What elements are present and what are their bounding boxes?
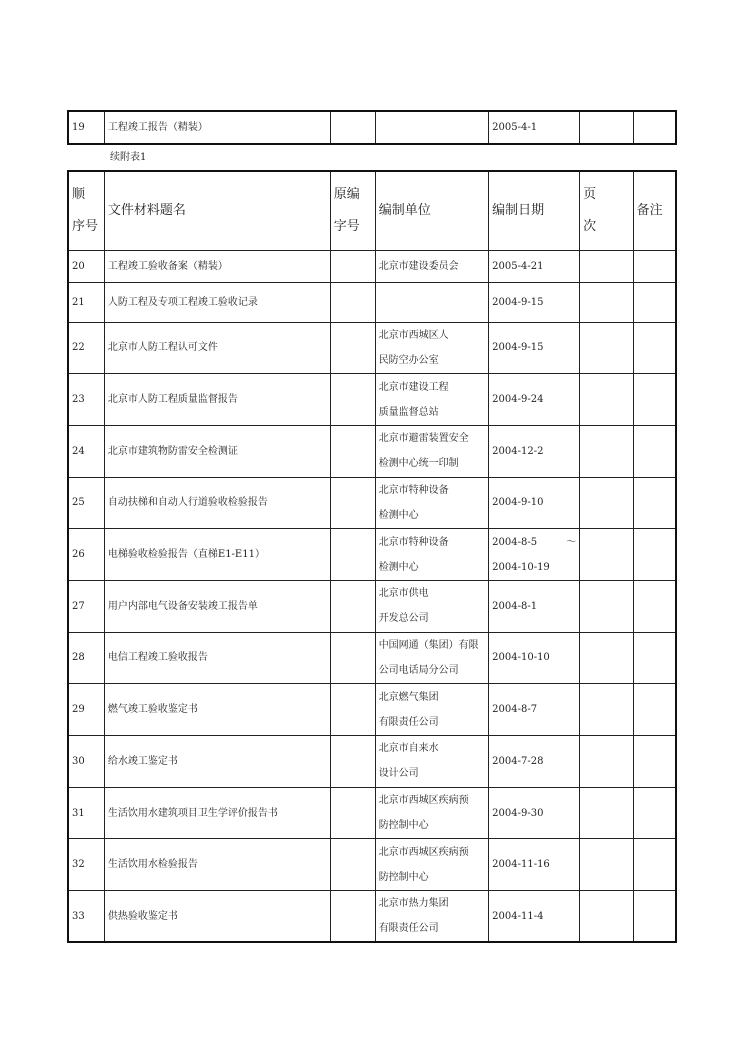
unit-line: 开发总公司 <box>378 613 429 625</box>
unit-line: 北京市西城区疾病预 <box>378 846 469 858</box>
unit-line: 北京市特种设备 <box>378 536 449 548</box>
row-title: 电信工程竣工验收报告 <box>104 632 330 684</box>
row-pages <box>580 477 634 529</box>
unit-line: 检测中心统一印制 <box>378 458 459 470</box>
unit-line: 有限责任公司 <box>378 716 439 728</box>
row-number: 32 <box>68 839 104 891</box>
row-pages <box>580 111 634 144</box>
row-unit <box>375 684 488 736</box>
row-pages <box>580 580 634 632</box>
row-unit <box>375 632 488 684</box>
table-row <box>68 322 676 374</box>
row-pages <box>580 684 634 736</box>
header-orig-line2: 字号 <box>333 218 360 234</box>
table-row <box>68 250 676 282</box>
row-unit <box>375 736 488 788</box>
date-line: 2004-9-10 <box>492 497 544 509</box>
row-unit <box>375 374 488 426</box>
row-title: 用户内部电气设备安装竣工报告单 <box>104 580 330 632</box>
row-number: 30 <box>68 736 104 788</box>
row-pages <box>580 374 634 426</box>
row-note <box>633 736 676 788</box>
row-date <box>489 891 580 943</box>
row-orig-no <box>330 282 375 322</box>
header-note: 备注 <box>633 171 676 250</box>
row-orig-no <box>330 632 375 684</box>
row-orig-no <box>330 787 375 839</box>
row-number: 23 <box>68 374 104 426</box>
row-note <box>633 787 676 839</box>
row-date <box>489 684 580 736</box>
table-row <box>68 425 676 477</box>
row-pages <box>580 787 634 839</box>
unit-line: 中国网通（集团）有限 <box>378 639 479 651</box>
row-number: 26 <box>68 529 104 581</box>
table-row <box>68 282 676 322</box>
header-date: 编制日期 <box>489 171 580 250</box>
row-title: 供热验收鉴定书 <box>104 891 330 943</box>
row-unit <box>375 477 488 529</box>
row-date <box>489 529 580 581</box>
unit-line: 有限责任公司 <box>378 923 439 935</box>
table-row <box>68 580 676 632</box>
header-no-line2: 序号 <box>72 218 99 234</box>
header-title: 文件材料题名 <box>104 171 330 250</box>
row-note <box>633 580 676 632</box>
date-line: 2004-11-4 <box>492 910 544 922</box>
date-line: 2004-10-19 <box>492 561 550 573</box>
row-number: 29 <box>68 684 104 736</box>
row-date <box>489 425 580 477</box>
row-orig-no <box>330 111 375 144</box>
header-no-line1: 顺 <box>72 186 86 202</box>
row-note <box>633 684 676 736</box>
row-pages <box>580 632 634 684</box>
row-pages <box>580 250 634 282</box>
date-line: 2004-11-16 <box>492 859 550 871</box>
unit-line: 北京燃气集团 <box>378 691 439 703</box>
unit-line: 北京市西城区疾病预 <box>378 795 469 807</box>
row-orig-no <box>330 374 375 426</box>
row-pages <box>580 282 634 322</box>
row-orig-no <box>330 580 375 632</box>
row-date <box>489 282 580 322</box>
row-pages <box>580 891 634 943</box>
row-orig-no <box>330 684 375 736</box>
date-line: 2004-9-24 <box>492 394 544 406</box>
header-row <box>68 171 676 250</box>
date-range-separator: ～ <box>566 536 577 548</box>
row-unit <box>375 787 488 839</box>
table-row <box>68 891 676 943</box>
unit-line: 北京市热力集团 <box>378 898 449 910</box>
date-line: 2004-9-15 <box>492 296 544 308</box>
row-title: 工程竣工报告（精装） <box>104 111 330 144</box>
row-orig-no <box>330 477 375 529</box>
row-number: 28 <box>68 632 104 684</box>
file-list-table <box>67 170 677 943</box>
unit-line: 检测中心 <box>378 561 419 573</box>
row-date <box>489 374 580 426</box>
row-number: 19 <box>68 111 104 144</box>
row-note <box>633 477 676 529</box>
unit-line: 公司电话局分公司 <box>378 664 459 676</box>
header-pages <box>580 171 634 250</box>
date-line: 2004-12-2 <box>492 445 544 457</box>
row-date <box>489 477 580 529</box>
row-date <box>489 736 580 788</box>
row-note <box>633 891 676 943</box>
row-title: 人防工程及专项工程竣工验收记录 <box>104 282 330 322</box>
unit-line: 北京市自来水 <box>378 743 439 755</box>
row-pages <box>580 529 634 581</box>
header-pages-line1: 页 <box>583 186 597 202</box>
row-date <box>489 632 580 684</box>
row-date <box>489 580 580 632</box>
row-unit <box>375 425 488 477</box>
row-number: 20 <box>68 250 104 282</box>
row-unit <box>375 282 488 322</box>
row-note <box>633 282 676 322</box>
table-row <box>68 374 676 426</box>
row-number: 33 <box>68 891 104 943</box>
row-unit <box>375 529 488 581</box>
row-orig-no <box>330 839 375 891</box>
unit-line: 防控制中心 <box>378 820 429 832</box>
date-line: 2004-9-15 <box>492 342 544 354</box>
table-row <box>68 839 676 891</box>
header-no <box>68 171 104 250</box>
unit-line: 检测中心 <box>378 509 419 521</box>
row-title: 自动扶梯和自动人行道验收检验报告 <box>104 477 330 529</box>
row-orig-no <box>330 736 375 788</box>
table-row <box>68 632 676 684</box>
unit-line: 北京市避雷装置安全 <box>378 433 469 445</box>
row-title: 北京市建筑物防雷安全检测证 <box>104 425 330 477</box>
row-date <box>489 250 580 282</box>
table-row <box>68 787 676 839</box>
row-unit <box>375 322 488 374</box>
row-orig-no <box>330 425 375 477</box>
header-orig-no <box>330 171 375 250</box>
row-title: 电梯验收检验报告（直梯E1-E11） <box>104 529 330 581</box>
row-orig-no <box>330 529 375 581</box>
row-title: 生活饮用水检验报告 <box>104 839 330 891</box>
row-orig-no <box>330 891 375 943</box>
table-row <box>68 736 676 788</box>
row-pages <box>580 736 634 788</box>
date-line: ～ 2004-8-5 <box>492 530 576 555</box>
table-caption: 续附表1 <box>110 152 147 163</box>
row-number: 31 <box>68 787 104 839</box>
row-pages <box>580 839 634 891</box>
row-number: 24 <box>68 425 104 477</box>
row-unit <box>375 891 488 943</box>
row-unit <box>375 250 488 282</box>
row-title: 燃气竣工验收鉴定书 <box>104 684 330 736</box>
date-line: 2004-8-1 <box>492 600 538 612</box>
row-number: 22 <box>68 322 104 374</box>
row-note <box>633 425 676 477</box>
row-unit <box>375 580 488 632</box>
header-pages-line2: 次 <box>583 218 597 234</box>
row-note <box>633 111 676 144</box>
unit-line: 民防空办公室 <box>378 354 439 366</box>
row-title: 北京市人防工程质量监督报告 <box>104 374 330 426</box>
unit-line: 北京市西城区人 <box>378 329 449 341</box>
row-date <box>489 322 580 374</box>
row-title: 生活饮用水建筑项目卫生学评价报告书 <box>104 787 330 839</box>
row-title: 工程竣工验收备案（精装） <box>104 250 330 282</box>
unit-line: 设计公司 <box>378 768 419 780</box>
row-date <box>489 787 580 839</box>
row-note <box>633 839 676 891</box>
unit-line: 北京市供电 <box>378 588 429 600</box>
date-line: 2004-7-28 <box>492 755 544 767</box>
unit-line: 质量监督总站 <box>378 406 439 418</box>
row-number: 25 <box>68 477 104 529</box>
table-row <box>68 477 676 529</box>
row-unit <box>375 839 488 891</box>
row-pages <box>580 425 634 477</box>
header-unit: 编制单位 <box>375 171 488 250</box>
row-orig-no <box>330 322 375 374</box>
row-unit <box>375 111 488 144</box>
date-line: 2004-8-7 <box>492 704 538 716</box>
row-date: 2005-4-1 <box>489 111 580 144</box>
row-note <box>633 374 676 426</box>
row-number: 21 <box>68 282 104 322</box>
date-line: 2004-10-10 <box>492 652 550 664</box>
table-row <box>68 684 676 736</box>
date-line: 2004-9-30 <box>492 807 544 819</box>
unit-line: 北京市建设委员会 <box>378 260 459 272</box>
table-row <box>68 111 676 144</box>
table-row <box>68 529 676 581</box>
row-number: 27 <box>68 580 104 632</box>
row-date <box>489 839 580 891</box>
row-title: 给水竣工鉴定书 <box>104 736 330 788</box>
header-orig-line1: 原编 <box>333 186 360 202</box>
unit-line: 北京市建设工程 <box>378 381 449 393</box>
unit-line: 北京市特种设备 <box>378 484 449 496</box>
row-orig-no <box>330 250 375 282</box>
row-title: 北京市人防工程认可文件 <box>104 322 330 374</box>
date-line: 2005-4-21 <box>492 260 544 272</box>
unit-line: 防控制中心 <box>378 871 429 883</box>
row-note <box>633 632 676 684</box>
row-note <box>633 322 676 374</box>
row-pages <box>580 322 634 374</box>
previous-table <box>67 110 677 145</box>
row-note <box>633 250 676 282</box>
row-note <box>633 529 676 581</box>
